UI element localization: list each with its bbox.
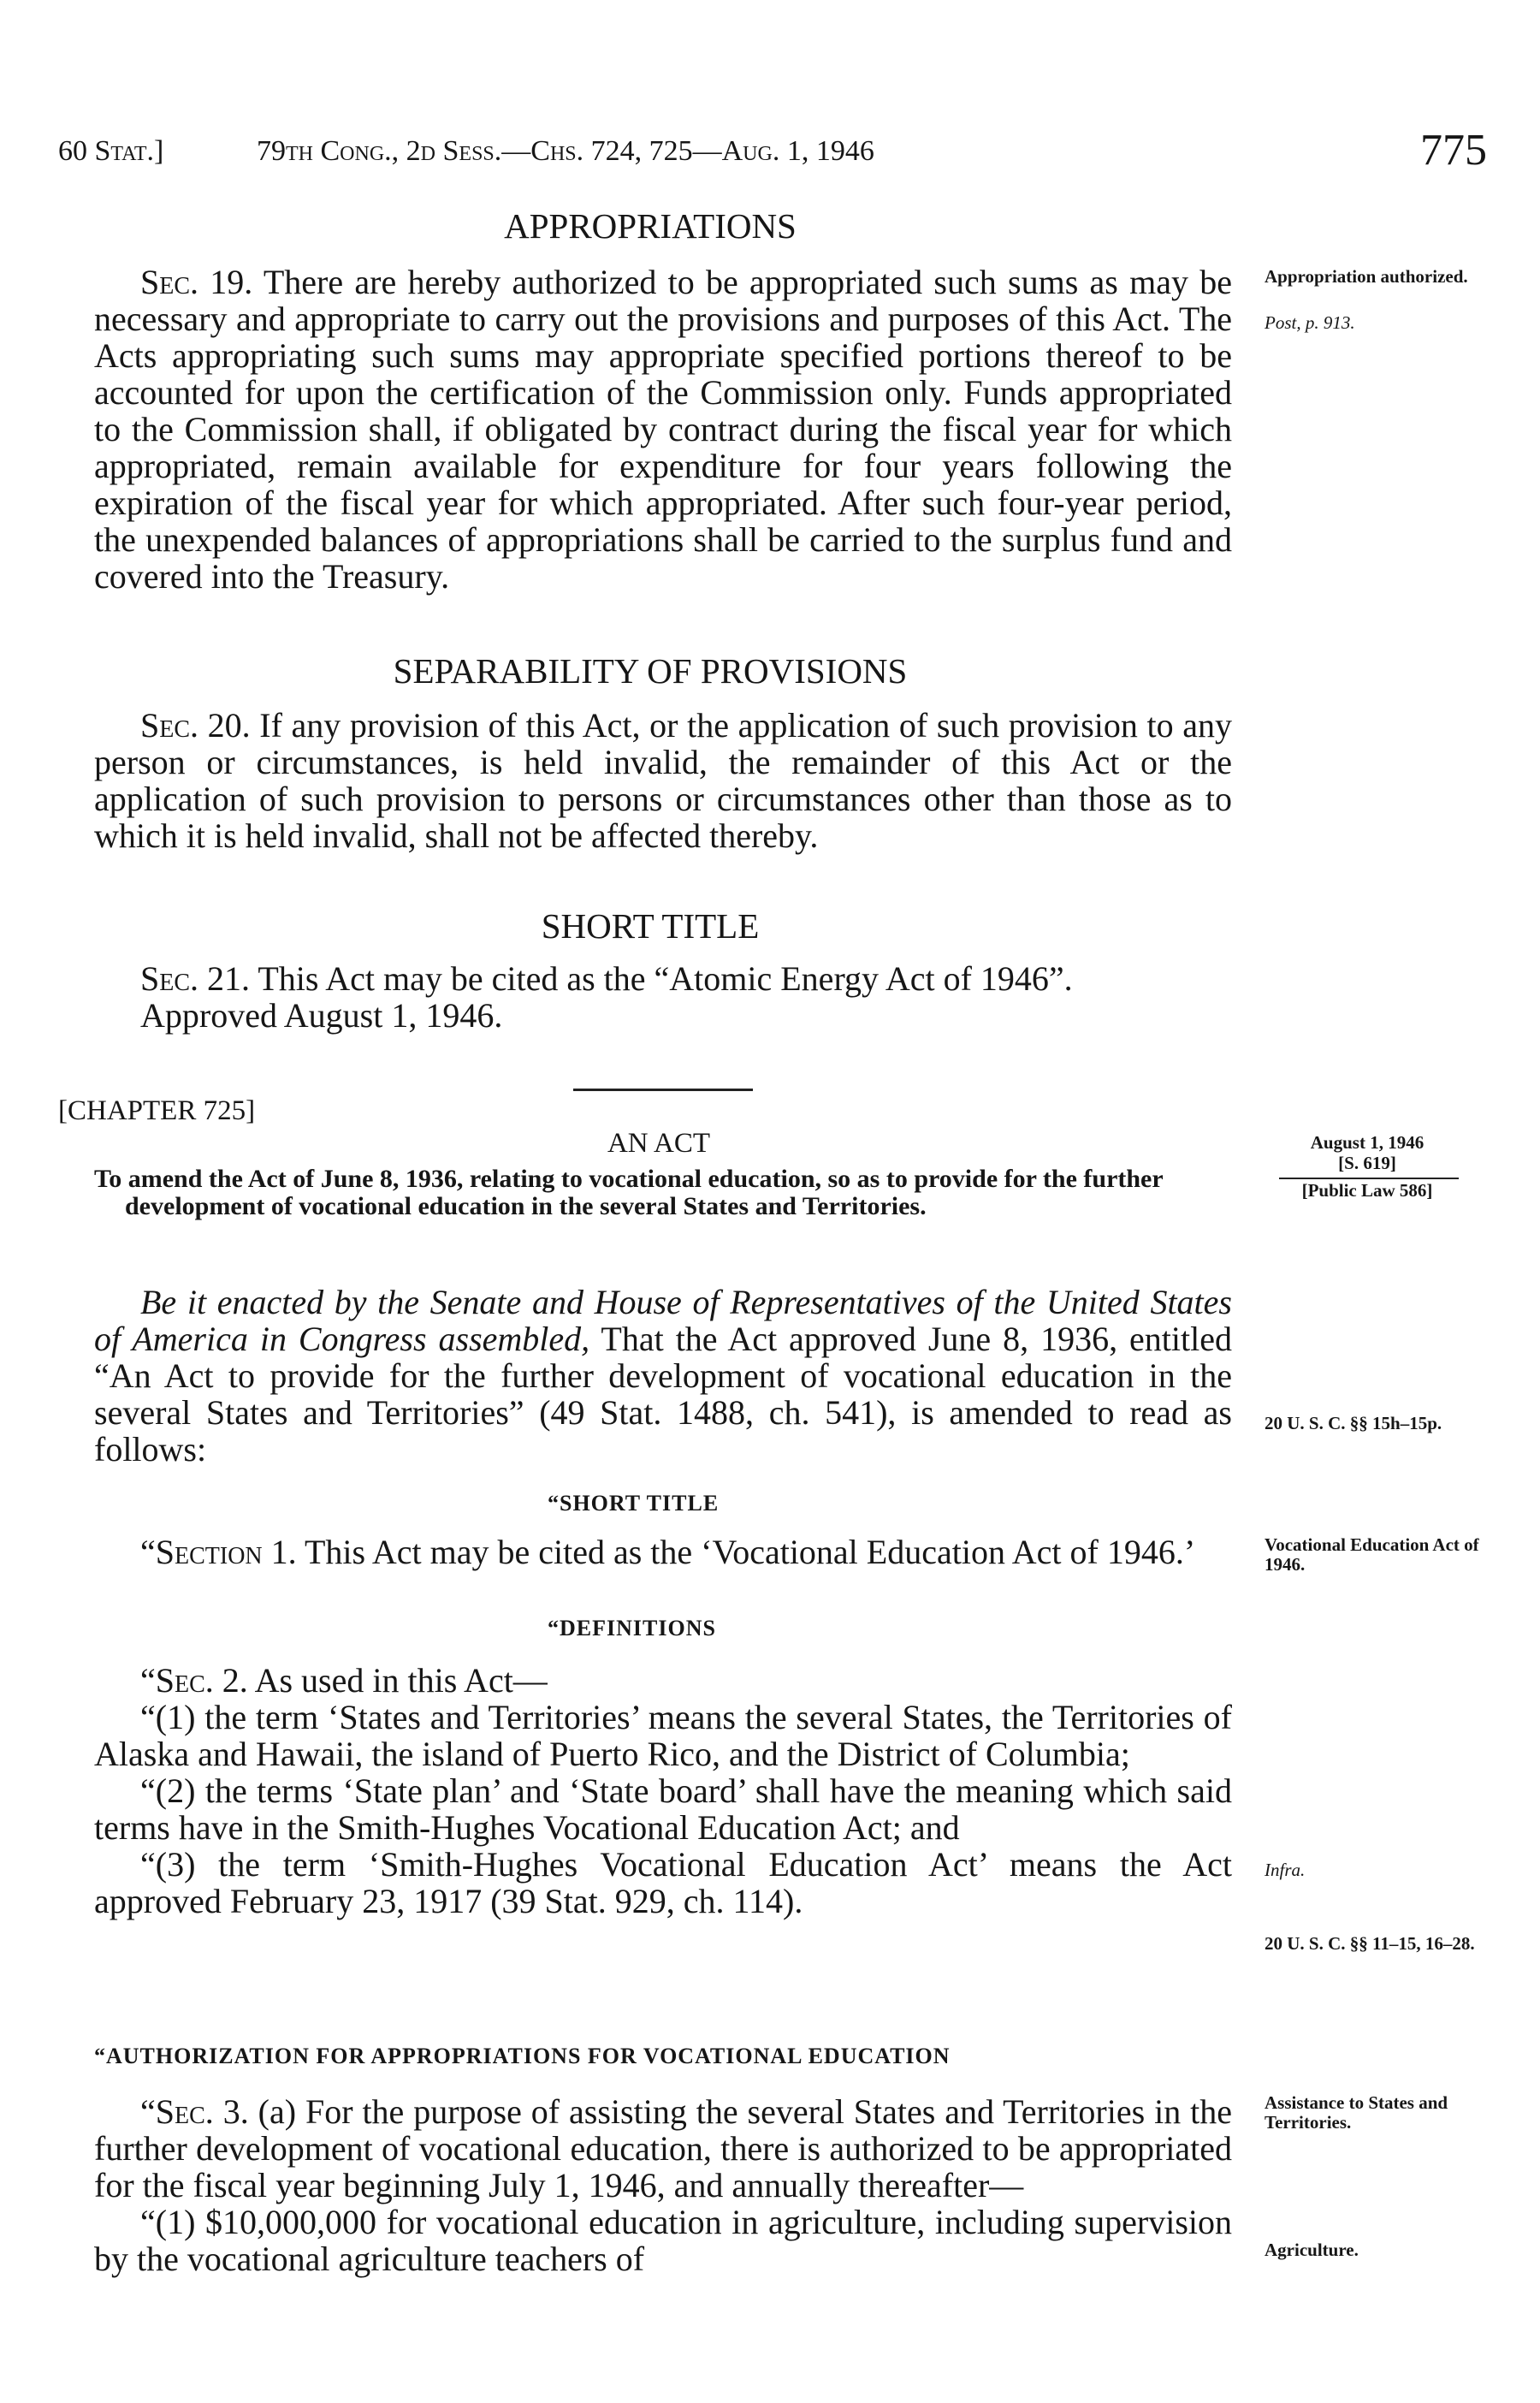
section-heading-separability: SEPARABILITY OF PROVISIONS <box>393 651 908 691</box>
section-heading-short-title: SHORT TITLE <box>541 906 760 946</box>
definition-1: “(1) the term ‘States and Territories’ means the several States, the Territories of Alaska and Hawaii, the island of Puerto Rico, and the District of Columbia; <box>94 1698 1232 1773</box>
margin-note-usc-15h: 20 U. S. C. §§ 15h–15p. <box>1265 1413 1442 1433</box>
margin-note-post-ref: Post, p. 913. <box>1265 312 1355 333</box>
section-21-text <box>94 960 1232 1034</box>
margin-note-assistance: Assistance to States and Territories. <box>1265 2092 1448 2133</box>
margin-note-appropriation: Appropriation authorized. <box>1265 266 1468 287</box>
margin-note-agriculture: Agriculture. <box>1265 2240 1359 2260</box>
page-number: 775 <box>1420 126 1487 175</box>
section-body: If any provision of this Act, or the application of such provision to any person or circumstances, is held invalid, the remainder of this Act or the application of such provision to persons or circumstances other than those as to which it is held invalid, shall not be affected thereby. <box>94 706 1233 855</box>
section-body: This Act may be cited as the “Atomic Energy Act of 1946”. <box>258 959 1073 998</box>
margin-note-infra: Infra. <box>1265 1860 1306 1880</box>
amendment-section-3: “Sec. 3. (a) For the purpose of assisting the several States and Territories in the further development of vocational education, there is authorized to be appropriated for the fiscal year beginning July 1, 1946, and annually thereafter— “(1) $10,000,000 for vocational education in agriculture, including supervision by the vocational agriculture teachers of <box>94 2092 1233 2278</box>
margin-note-bill: [S. 619] <box>1338 1153 1396 1173</box>
section-20-text <box>94 707 1232 854</box>
act-purpose: To amend the Act of June 8, 1936, relating to vocational education, so as to provide for the further development of vocational education in the several States and Territories. <box>94 1165 1164 1220</box>
running-header: 79th Cong., 2d Sess.—Chs. 724, 725—Aug. 1, 1946 <box>257 135 874 167</box>
margin-rule <box>1279 1178 1459 1179</box>
margin-note-usc-11: 20 U. S. C. §§ 11–15, 16–28. <box>1265 1933 1475 1954</box>
section-heading-appropriations: APPROPRIATIONS <box>504 206 797 246</box>
section-body: There are hereby authorized to be appropriated such sums as may be necessary and appropriate to carry out the provisions and purposes of this Act. The Acts appropriating such sums may appropriate specified portions thereof to be accounted for upon the certification of the Commission only. Funds appropriated to the Commission shall, if obligated by contract during the fiscal year for which appropriated, remain available for expenditure for four years following the expiration of the fiscal year for which appropriated. After such four-year period, the unexpended balances of appropriations shall be carried to the surplus fund and covered into the Treasury. <box>94 263 1232 596</box>
volume-citation: 60 Stat.] <box>58 135 164 167</box>
approval-line: Approved August 1, 1946. <box>140 996 503 1035</box>
definition-3: “(3) the term ‘Smith-Hughes Vocational Education Act’ means the Act approved February 23, 1917 (39 Stat. 929, ch. 114). <box>94 1845 1232 1920</box>
section-19-text <box>94 264 1232 595</box>
margin-note-voc-ed-act: Vocational Education Act of 1946. <box>1265 1534 1479 1575</box>
divider-rule <box>573 1089 753 1091</box>
amendment-definitions-head: “DEFINITIONS <box>548 1616 716 1641</box>
amendment-section-2: “Sec. 2. As used in this Act— “(1) the term ‘States and Territories’ means the several States, the Territories of Alaska and Hawaii, the island of Puerto Rico, and the District of Columbia; “(2) the terms ‘State plan’ and ‘State board’ shall have the meaning which said terms have in the Smith-Hughes Vocational Education Act; and “(3) the term ‘Smith-Hughes Vocational Education Act’ means the Act approved February 23, 1917 (39 Stat. 929, ch. 114). <box>94 1662 1232 1919</box>
enacting-text: That the Act approved June 8, 1936, entitled “An Act to provide for the further development of vocational education in the several States and Territories” (49 Stat. 1488, ch. 541), is amended to read as follows: <box>94 1320 1232 1468</box>
definition-2: “(2) the terms ‘State plan’ and ‘State board’ shall have the meaning which said terms have in the Smith-Hughes Vocational Education Act; and <box>94 1771 1232 1847</box>
amendment-short-title-head: “SHORT TITLE <box>548 1491 720 1516</box>
chapter-label: [CHAPTER 725] <box>58 1095 256 1126</box>
amendment-section-1: “Section 1. This Act may be cited as the ‘Vocational Education Act of 1946.’ <box>140 1533 1196 1571</box>
section-label: Sec. 19. <box>140 263 253 301</box>
margin-note-public-law: [Public Law 586] <box>1301 1180 1433 1201</box>
amendment-authorization-head: “AUTHORIZATION FOR APPROPRIATIONS FOR VOCATIONAL EDUCATION <box>94 2044 951 2068</box>
section-label: Sec. 21. <box>140 959 251 998</box>
enacting-clause <box>94 1284 1232 1468</box>
margin-note-date: August 1, 1946 <box>1310 1132 1424 1153</box>
item-1-agriculture: “(1) $10,000,000 for vocational education in agriculture, including supervision by the vocational agriculture teachers of <box>94 2203 1232 2278</box>
act-title: AN ACT <box>607 1128 711 1159</box>
enacting-formula: Be it enacted by the Senate and House of Representatives of the United States of America in Congress assembled, <box>94 1283 1232 1358</box>
section-label: Sec. 20. <box>140 706 251 745</box>
